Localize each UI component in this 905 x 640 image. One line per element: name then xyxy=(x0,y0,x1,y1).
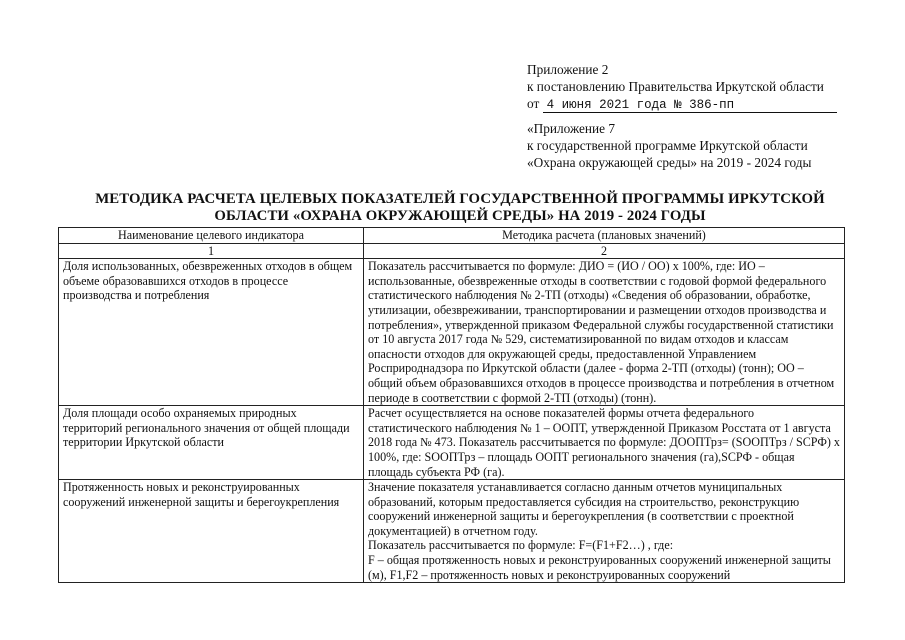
column-number-1: 1 xyxy=(59,243,364,259)
indicator-name: Доля использованных, обезвреженных отходов в общем объеме образовавшихся отходов в процессе производства и потребления xyxy=(59,259,364,406)
document-title xyxy=(60,191,860,225)
appendix-date-typed: 4 июня 2021 года № 386-пп xyxy=(543,98,837,113)
appendix-date-line xyxy=(527,95,837,113)
method-paragraph: F – общая протяженность новых и реконструированных сооружений инженерной защиты (м), F1,F2 – протяженность новых и реконструированных сооружений xyxy=(368,553,831,582)
method-paragraph: Значение показателя устанавливается согласно данным отчетов муниципальных образований, которым предоставляется субсидия на строительство, реконструкцию сооружений инженерной защиты и берегоукрепления (в соответствии с проектной документацией) в отчетном году. xyxy=(368,480,800,538)
indicator-method xyxy=(364,259,845,406)
table-header-row xyxy=(59,228,845,244)
appendix-resolution: к постановлению Правительства Иркутской области xyxy=(527,79,824,94)
appendix-number: Приложение 2 xyxy=(527,62,609,77)
table-row xyxy=(59,259,845,406)
method-paragraph: Показатель рассчитывается по формуле: F=(F1+F2…) , где: xyxy=(368,538,674,553)
table-row xyxy=(59,406,845,480)
title-line-1: МЕТОДИКА РАСЧЕТА ЦЕЛЕВЫХ ПОКАЗАТЕЛЕЙ ГОСУДАРСТВЕННОЙ ПРОГРАММЫ ИРКУТСКОЙ xyxy=(95,191,825,207)
table-row xyxy=(59,480,845,583)
prev-appendix-program: к государственной программе Иркутской области xyxy=(527,138,808,153)
indicator-method xyxy=(364,406,845,480)
appendix-date-prefix: от xyxy=(527,96,540,111)
previous-appendix-header xyxy=(527,120,811,171)
header-method: Методика расчета (плановых значений) xyxy=(364,228,845,244)
title-line-2: ОБЛАСТИ «ОХРАНА ОКРУЖАЮЩЕЙ СРЕДЫ» НА 2019 - 2024 ГОДЫ xyxy=(214,208,706,224)
column-number-2: 2 xyxy=(364,243,845,259)
prev-appendix-program-name: «Охрана окружающей среды» на 2019 - 2024 годы xyxy=(527,155,812,170)
indicator-method xyxy=(364,480,845,583)
appendix-header xyxy=(527,61,837,113)
header-indicator-name: Наименование целевого индикатора xyxy=(59,228,364,244)
table-number-row xyxy=(59,243,845,259)
indicator-name: Протяженность новых и реконструированных сооружений инженерной защиты и берегоукрепления xyxy=(59,480,364,583)
indicator-name: Доля площади особо охраняемых природных территорий регионального значения от общей площади территории Иркутской области xyxy=(59,406,364,480)
prev-appendix-number: «Приложение 7 xyxy=(527,121,615,136)
method-paragraph: Расчет осуществляется на основе показателей формы отчета федерального статистического наблюдения № 1 – ООПТ, утвержденной Приказом Росстата от 1 августа 2018 года № 473. Показатель рассчитывается по формуле: ДООПТрз= (SООПТрз / SСРФ) х 100%, где: SООПТрз – площадь ООПТ регионального значения (га),SСРФ - общая площадь субъекта РФ (га). xyxy=(368,406,840,479)
indicators-table xyxy=(58,227,845,583)
method-paragraph: Показатель рассчитывается по формуле: ДИО = (ИО / ОО) х 100%, где: ИО – использованные, обезвреженные отходы в соответствии с годовой формой федерального статистического наблюдения № 2-ТП (отходы) «Сведения об образовании, обработке, утилизации, обезвреживании, транспортировании и размещении отходов производства и потребления», утвержденной приказом Федеральной службы государственной статистики от 10 августа 2017 года № 529, систематизированной по видам отходов и классам опасности отходов для окружающей среды, предоставленной Управлением Росприроднадзора по Иркутской области (далее - форма 2-ТП (отходы) (тонн); ОО – общий объем образовавшихся отходов в процессе производства и потребления в отчетном периоде в соответствии с формой 2-ТП (отходы) (тонн). xyxy=(368,259,835,405)
